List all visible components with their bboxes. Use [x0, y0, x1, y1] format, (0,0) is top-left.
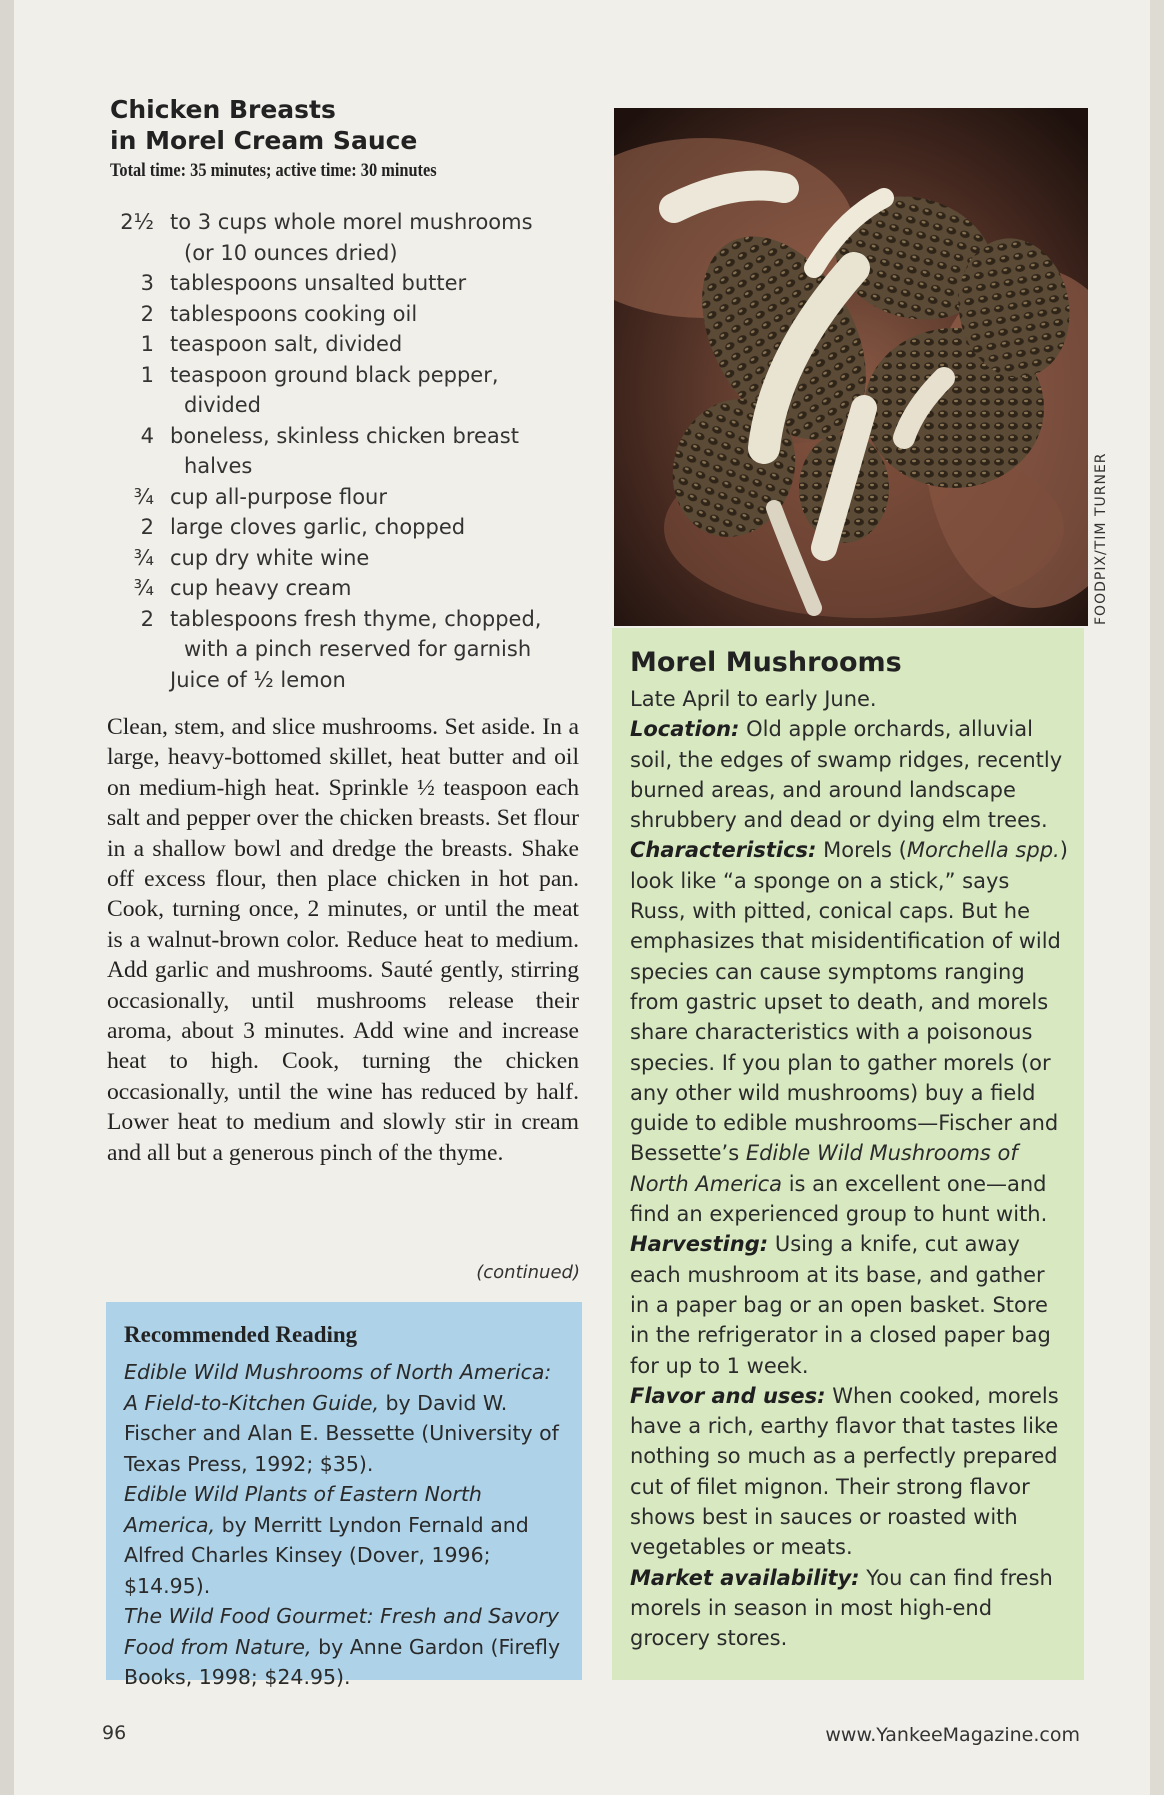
ingredient-item [110, 482, 590, 513]
sidebar-harvesting [630, 1229, 1070, 1380]
reading-item [124, 1479, 568, 1601]
reading-item [124, 1601, 568, 1693]
ingredient-description: tablespoons unsalted butter [170, 271, 467, 295]
location-label: Location: [630, 717, 740, 742]
ingredient-quantity: 4 [140, 423, 154, 448]
ingredient-text [170, 299, 590, 330]
ingredient-quantity: 2 [140, 606, 154, 631]
sidebar-season: Late April to early June. [630, 687, 877, 711]
page-edge-left [0, 0, 14, 1795]
ingredient-text [170, 543, 590, 574]
ingredient-description: to 3 cups whole morel mushrooms [170, 210, 533, 234]
ingredient-item [110, 329, 590, 360]
ingredient-description: teaspoon ground black pepper, [170, 362, 499, 387]
ingredient-description: boneless, skinless chicken breast [170, 423, 519, 448]
ingredient-item [110, 665, 590, 696]
ingredient-item [110, 604, 590, 665]
characteristics-label: Characteristics: [630, 838, 817, 863]
characteristics-text-2: ) look like “a sponge on a stick,” says Russ, with pitted, conical caps. But he emphasizes that misidentification of wild species can cause symptoms ranging from gastric upset to death, and morels share characteristics with a poisonous species. If you plan to gather morels (or any other wild mushrooms) buy a field guide to edible mushrooms—Fischer and Bessette’s [630, 838, 1068, 1166]
ingredient-list [110, 207, 590, 695]
ingredient-quantity: 2 [140, 515, 154, 539]
ingredient-text [170, 573, 590, 604]
ingredient-text [170, 482, 590, 513]
recipe-title-line2: in Morel Cream Sauce [110, 126, 418, 155]
ingredient-text [170, 329, 590, 360]
ingredient-quantity: ¾ [133, 484, 154, 509]
reading-book-title: The Wild Food Gourmet: Fresh and Savory Food from Nature, [124, 1604, 560, 1659]
location-text: Old apple orchards, alluvial soil, the edges of swamp ridges, recently burned areas, and around landscape shrubbery and dead or dying elm trees. [630, 717, 1063, 833]
reading-book-title: Edible Wild Mushrooms of North America: A Field-to-Kitchen Guide, [124, 1360, 552, 1415]
recipe-title [110, 94, 590, 156]
ingredient-quantity: ¾ [133, 576, 154, 600]
ingredient-continuation: (or 10 ounces dried) [184, 240, 398, 265]
flavor-text: When cooked, morels have a rich, earthy flavor that tastes like nothing so much as a perfectly prepared cut of filet mignon. Their strong flavor shows best in sauces or roasted with vegetables or meats. [630, 1383, 1059, 1560]
photo-credit-text: FOODPIX/TIM TURNER [1093, 452, 1109, 625]
page-edge-right [1150, 0, 1164, 1795]
ingredient-text [170, 665, 590, 696]
ingredient-description: cup dry white wine [170, 545, 370, 570]
ingredient-item [110, 421, 590, 482]
market-text: You can find fresh morels in season in most high-end grocery stores. [630, 1565, 1053, 1651]
ingredient-text [170, 268, 590, 299]
ingredient-description: large cloves garlic, chopped [170, 515, 466, 539]
sidebar-body [630, 684, 1070, 1654]
reading-book-details: by Merritt Lyndon Fernald and Alfred Charles Kinsey (Dover, 1996; $14.95). [124, 1512, 529, 1598]
ingredient-text [170, 421, 590, 482]
ingredient-text [170, 207, 590, 268]
flavor-label: Flavor and uses: [630, 1383, 826, 1408]
continued-note: (continued) [476, 1262, 580, 1283]
page-number: 96 [102, 1722, 127, 1744]
reading-book-title: Edible Wild Plants of Eastern North America, [124, 1482, 482, 1537]
ingredient-quantity: 2 [140, 301, 154, 326]
sidebar-title: Morel Mushrooms [630, 647, 902, 678]
ingredient-quantity [110, 665, 170, 696]
ingredient-quantity: 2½ [120, 210, 154, 234]
characteristics-text-3: is an excellent one—and find an experienced group to hunt with. [630, 1171, 1048, 1227]
characteristics-book: Edible Wild Mushrooms of North America [630, 1141, 1018, 1196]
recipe-time: Total time: 35 minutes; active time: 30 minutes [110, 160, 437, 181]
ingredient-item [110, 268, 590, 299]
ingredient-item [110, 573, 590, 604]
market-label: Market availability: [630, 1565, 860, 1590]
ingredient-text [170, 512, 590, 543]
ingredient-continuation: divided [184, 393, 262, 417]
ingredient-description: tablespoons cooking oil [170, 301, 418, 326]
morel-mushrooms-photo [614, 108, 1088, 626]
ingredient-text [170, 604, 590, 665]
ingredient-quantity: ¾ [133, 545, 154, 570]
ingredient-item [110, 543, 590, 574]
reading-book-details: by David W. Fischer and Alan E. Bessette (University of Texas Press, 1992; $35). [124, 1390, 559, 1476]
ingredient-quantity: 3 [140, 271, 154, 295]
ingredient-continuation: halves [184, 454, 253, 478]
recommended-reading-list [124, 1357, 568, 1693]
ingredient-quantity: 1 [140, 362, 154, 387]
ingredient-continuation: with a pinch reserved for garnish [184, 637, 532, 661]
morel-photo-illustration [614, 108, 1088, 626]
reading-book-details: by Anne Gardon (Firefly Books, 1998; $24.95). [124, 1634, 561, 1689]
ingredient-item [110, 207, 590, 268]
sidebar-flavor [630, 1381, 1070, 1563]
characteristics-text-1: Morels ( [816, 838, 907, 863]
ingredient-description: cup all-purpose flour [170, 484, 387, 509]
recipe-title-line1: Chicken Breasts [110, 95, 336, 124]
ingredient-quantity: 1 [140, 332, 154, 356]
ingredient-item [110, 299, 590, 330]
reading-item [124, 1357, 568, 1479]
ingredient-description: tablespoons fresh thyme, chopped, [170, 606, 542, 631]
sidebar-characteristics [630, 835, 1070, 1229]
ingredient-text [170, 360, 590, 421]
ingredient-description: Juice of ½ lemon [170, 667, 346, 692]
website-url: www.YankeeMagazine.com [825, 1724, 1080, 1746]
harvesting-label: Harvesting: [630, 1232, 769, 1257]
characteristics-species: Morchella spp. [906, 838, 1060, 863]
harvesting-text: Using a knife, cut away each mushroom at its base, and gather in a paper bag or an open basket. Store in the refrigerator in a closed paper bag for up to 1 week. [630, 1232, 1051, 1378]
recipe-instructions: Clean, stem, and slice mushrooms. Set aside. In a large, heavy-bottomed skillet, heat butter and oil on medium-high heat. Sprinkle ½ teaspoon each salt and pepper over the chicken breasts. Set flour in a shallow bowl and dredge the breasts. Shake off excess flour, then place chicken in hot pan. Cook, turning once, 2 minutes, or until the meat is a walnut-brown color. Reduce heat to medium. Add garlic and mushrooms. Sauté gently, stirring occasionally, until mushrooms release their aroma, about 3 minutes. Add wine and increase heat to high. Cook, turning the chicken occasionally, until the wine has reduced by half. Lower heat to medium and slowly stir in cream and all but a generous pinch of the thyme. [107, 714, 579, 1166]
ingredient-description: cup heavy cream [170, 576, 352, 600]
ingredient-item [110, 512, 590, 543]
sidebar-location [630, 714, 1070, 835]
ingredient-item [110, 360, 590, 421]
recommended-reading-heading: Recommended Reading [124, 1322, 358, 1347]
ingredient-description: teaspoon salt, divided [170, 332, 403, 356]
sidebar-market [630, 1563, 1070, 1654]
